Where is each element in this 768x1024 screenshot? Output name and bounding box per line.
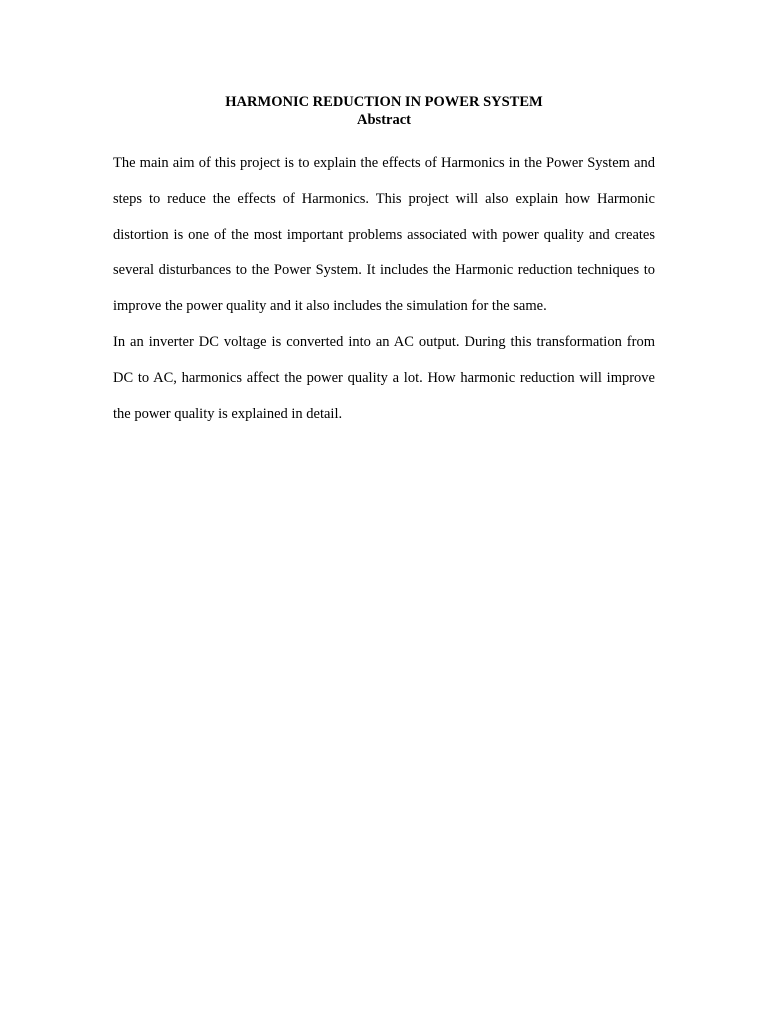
abstract-heading: Abstract xyxy=(357,112,411,128)
document-title: HARMONIC REDUCTION IN POWER SYSTEM xyxy=(225,94,543,110)
abstract-paragraph-1: The main aim of this project is to explain the effects of Harmonics in the Power System and steps to reduce the effects of Harmonics. This project will also explain how Harmonic distortion is one of the most important problems associated with power quality and creates several disturbances to the Power System. It includes the Harmonic reduction techniques to improve the power quality and it also includes the simulation for the same. xyxy=(113,155,655,315)
abstract-paragraph-2: In an inverter DC voltage is converted into an AC output. During this transformation from DC to AC, harmonics affect the power quality a lot. How harmonic reduction will improve the power quality is explained in detail. xyxy=(113,333,655,422)
abstract-body xyxy=(113,146,655,432)
